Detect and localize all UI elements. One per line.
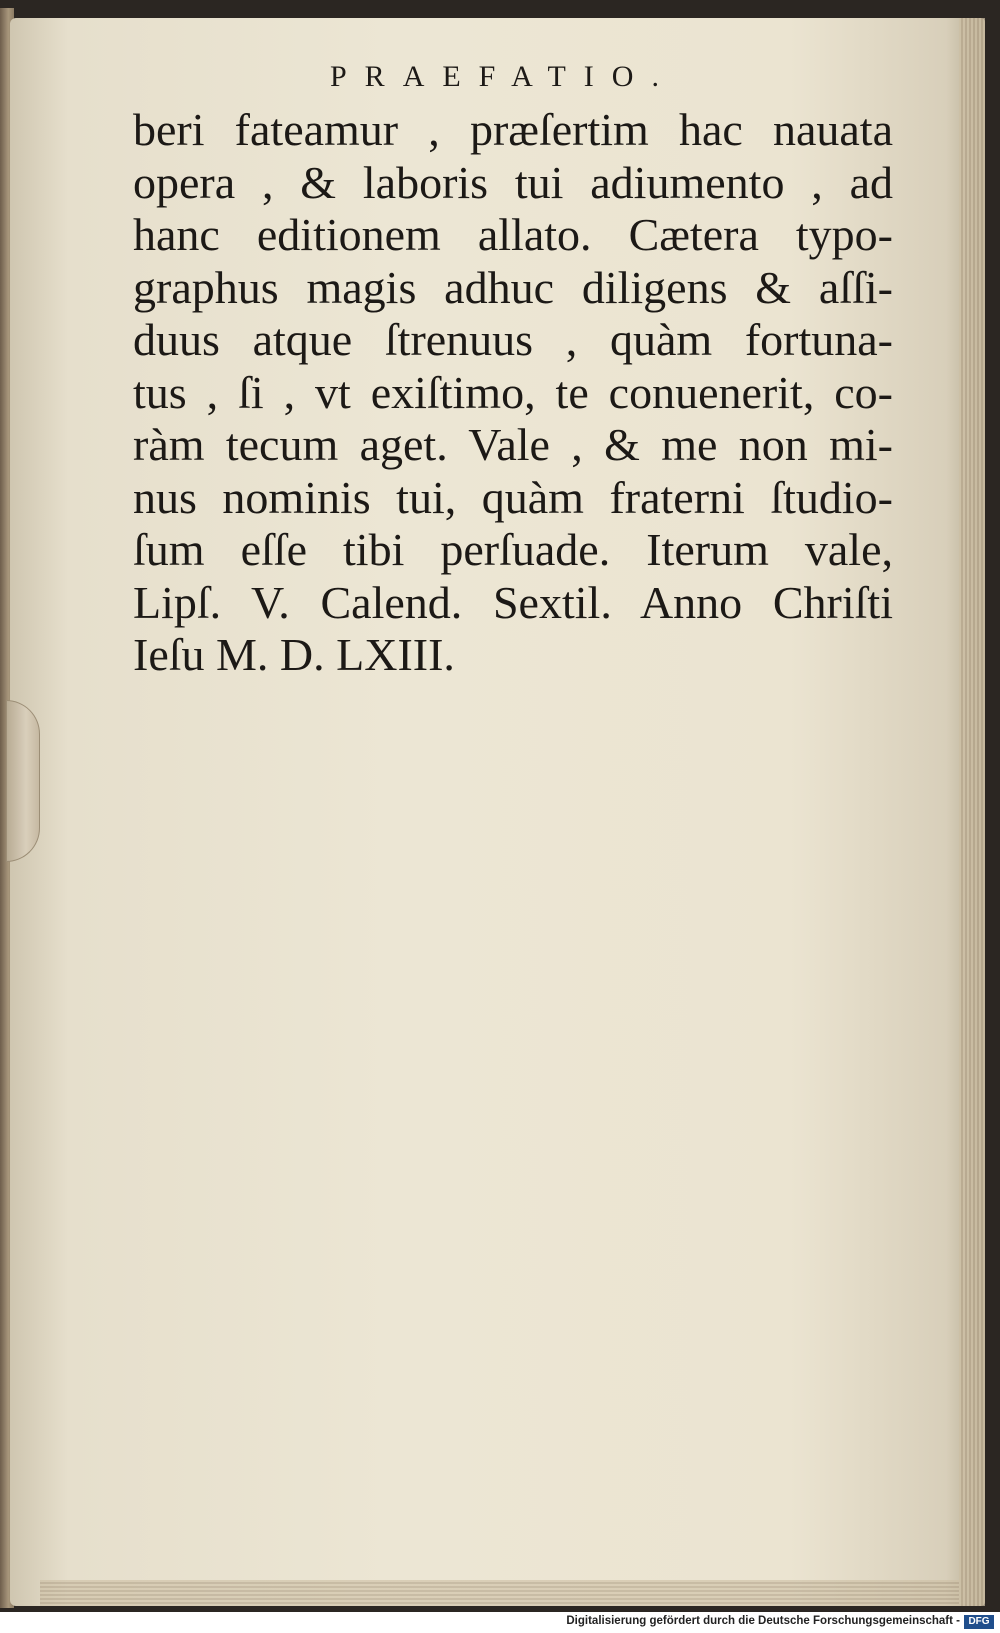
page-holder-clip — [6, 700, 40, 862]
text-line: beri fateamur , præſertim hac nauata — [133, 104, 893, 155]
text-line: Lipſ. V. Calend. Sextil. Anno Chriſti — [133, 576, 893, 628]
text-line: tus , ſi , vt exiſtimo, te conuenerit, co- — [133, 366, 893, 418]
text-line: hanc editionem allato. Cætera typo- — [133, 209, 893, 260]
dfg-logo-icon: DFG — [964, 1615, 994, 1629]
funding-credit: Digitalisierung gefördert durch die Deutsche Forschungsgemeinschaft - — [566, 1615, 960, 1627]
text-line: graphus magis adhuc diligens & aſſi- — [133, 261, 893, 313]
digitization-footer — [0, 1612, 1000, 1633]
text-line: opera , & laboris tui adiumento , ad — [133, 156, 893, 208]
body-text — [133, 104, 893, 682]
text-line: ſum eſſe tibi perſuade. Iterum vale, — [133, 524, 893, 575]
text-line-dateline: Ieſu M. D. LXIII. — [133, 629, 455, 680]
page-bottom-edge — [40, 1580, 959, 1606]
text-line: duus atque ſtrenuus , quàm fortuna- — [133, 314, 893, 365]
text-line: nus nominis tui, quàm fraterni ſtudio- — [133, 471, 893, 523]
page-fore-edge — [959, 18, 985, 1606]
running-head: PRAEFATIO. — [330, 60, 677, 93]
text-line: ràm tecum aget. Vale , & me non mi- — [133, 419, 893, 470]
